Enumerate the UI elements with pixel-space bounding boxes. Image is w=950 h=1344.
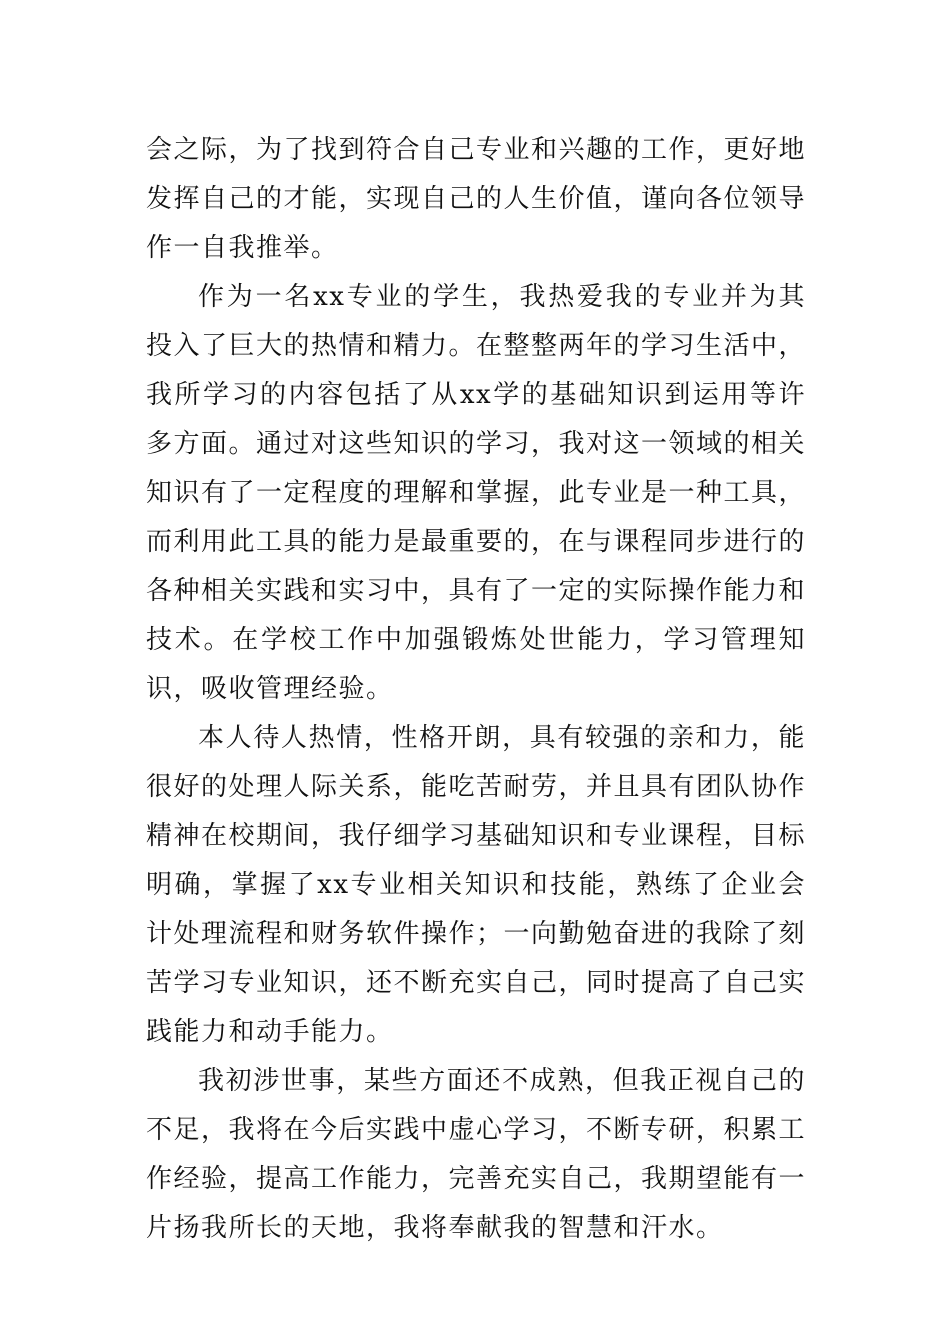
paragraph-continued: 会之际，为了找到符合自己专业和兴趣的工作，更好地发挥自己的才能，实现自己的人生价值，谨向各位领导作一自我推举。 — [146, 135, 807, 263]
paragraph-personality: 本人待人热情，性格开朗，具有较强的亲和力，能很好的处理人际关系，能吃苦耐劳，并且具有团队协作精神在校期间，我仔细学习基础知识和专业课程，目标明确，掌握了xx专业相关知识和技能，熟练了企业会计处理流程和财务软件操作；一向勤勉奋进的我除了刻苦学习专业知识，还不断充实自己，同时提高了自己实践能力和动手能力。 — [146, 723, 807, 1047]
document-body — [146, 126, 806, 1253]
paragraph-conclusion: 我初涉世事，某些方面还不成熟，但我正视自己的不足，我将在今后实践中虚心学习，不断专研，积累工作经验，提高工作能力，完善充实自己，我期望能有一片扬我所长的天地，我将奉献我的智慧和汗水。 — [146, 1066, 807, 1243]
paragraph-major-study: 作为一名xx专业的学生，我热爱我的专业并为其投入了巨大的热情和精力。在整整两年的学习生活中，我所学习的内容包括了从xx学的基础知识到运用等许多方面。通过对这些知识的学习，我对这一领域的相关知识有了一定程度的理解和掌握，此专业是一种工具，而利用此工具的能力是最重要的，在与课程同步进行的各种相关实践和实习中，具有了一定的实际操作能力和技术。在学校工作中加强锻炼处世能力，学习管理知识，吸收管理经验。 — [146, 282, 807, 704]
